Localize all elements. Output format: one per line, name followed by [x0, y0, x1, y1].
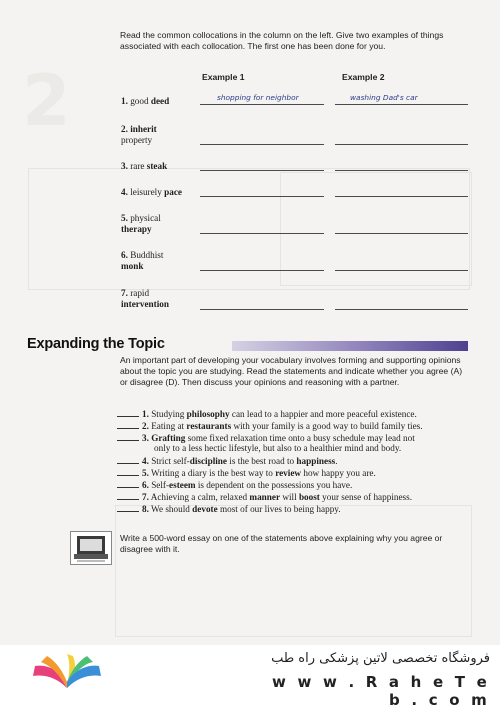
shop-url[interactable]: w w w . R a h e T e b . c o m	[272, 673, 490, 709]
example2-line[interactable]	[335, 309, 468, 310]
example1-line[interactable]	[200, 170, 324, 171]
example1-line[interactable]	[200, 104, 324, 105]
writing-icon	[70, 531, 112, 565]
collocation-item: 1. good deed	[121, 96, 170, 106]
statement-row: 6. Self-esteem is dependent on the possessions you have.	[117, 479, 472, 491]
exercise-instructions: Read the common collocations in the column on the left. Give two examples of things associated with each collocation. The first one has been done for you.	[120, 30, 444, 51]
statement-row: 2. Eating at restaurants with your family is a good way to build family ties.	[117, 420, 472, 432]
answer-blank[interactable]	[117, 479, 139, 488]
section-title-bar	[232, 341, 468, 351]
statement-row: 7. Achieving a calm, relaxed manner will boost your sense of happiness.	[117, 491, 472, 503]
answer-blank[interactable]	[117, 503, 139, 512]
example1-line[interactable]	[200, 233, 324, 234]
collocation-item: 2. inherit property	[121, 124, 157, 145]
book-logo-icon	[27, 654, 107, 694]
collocation-item: 4. leisurely pace	[121, 187, 182, 197]
example2-line[interactable]	[335, 144, 468, 145]
section-intro: An important part of developing your vocabulary involves forming and supporting opinions about the topic you are studying. Read the statements and indicate whether you agree (A) or disagree (D). Then discuss your opinions and reasoning with a partner.	[120, 355, 463, 387]
example2-line[interactable]	[335, 104, 468, 105]
example1-line[interactable]	[200, 270, 324, 271]
essay-instructions: Write a 500-word essay on one of the statements above explaining why you agree or disagree with it.	[120, 533, 443, 554]
answer-blank[interactable]	[117, 455, 139, 464]
statement-row: 5. Writing a diary is the best way to review how happy you are.	[117, 467, 472, 479]
statement-row-continued: only to a less hectic lifestyle, but also to a healthier mind and body.	[154, 443, 402, 453]
collocation-item: 7. rapid intervention	[121, 288, 169, 309]
statement-row: 1. Studying philosophy can lead to a happier and more peaceful existence.	[117, 408, 472, 420]
example2-header: Example 2	[342, 72, 385, 82]
answer-blank[interactable]	[117, 420, 139, 429]
example1-line[interactable]	[200, 144, 324, 145]
statement-row: 3. Grafting some fixed relaxation time onto a busy schedule may lead not	[117, 432, 472, 444]
bleed-through-box	[115, 505, 472, 637]
shop-name: فروشگاه تخصصی لاتین پزشکی راه طب	[271, 651, 490, 666]
example1-line[interactable]	[200, 196, 324, 197]
example2-line[interactable]	[335, 196, 468, 197]
example2-line[interactable]	[335, 170, 468, 171]
example2-line[interactable]	[335, 270, 468, 271]
answer-blank[interactable]	[117, 432, 139, 441]
example1-answer: shopping for neighbor	[217, 93, 299, 102]
answer-blank[interactable]	[117, 467, 139, 476]
section-title: Expanding the Topic	[27, 336, 165, 352]
example2-answer: washing Dad's car	[350, 93, 418, 102]
bleed-through-box	[280, 172, 472, 286]
answer-blank[interactable]	[117, 491, 139, 500]
statement-row: 4. Strict self-discipline is the best road to happiness.	[117, 455, 472, 467]
collocation-item: 3. rare steak	[121, 161, 168, 171]
bleed-through-text: 2	[22, 60, 71, 142]
collocation-item: 6. Buddhist monk	[121, 250, 164, 271]
statement-row: 8. We should devote most of our lives to being happy.	[117, 503, 472, 515]
example2-line[interactable]	[335, 233, 468, 234]
example1-header: Example 1	[202, 72, 245, 82]
collocation-item: 5. physical therapy	[121, 213, 161, 234]
answer-blank[interactable]	[117, 408, 139, 417]
example1-line[interactable]	[200, 309, 324, 310]
